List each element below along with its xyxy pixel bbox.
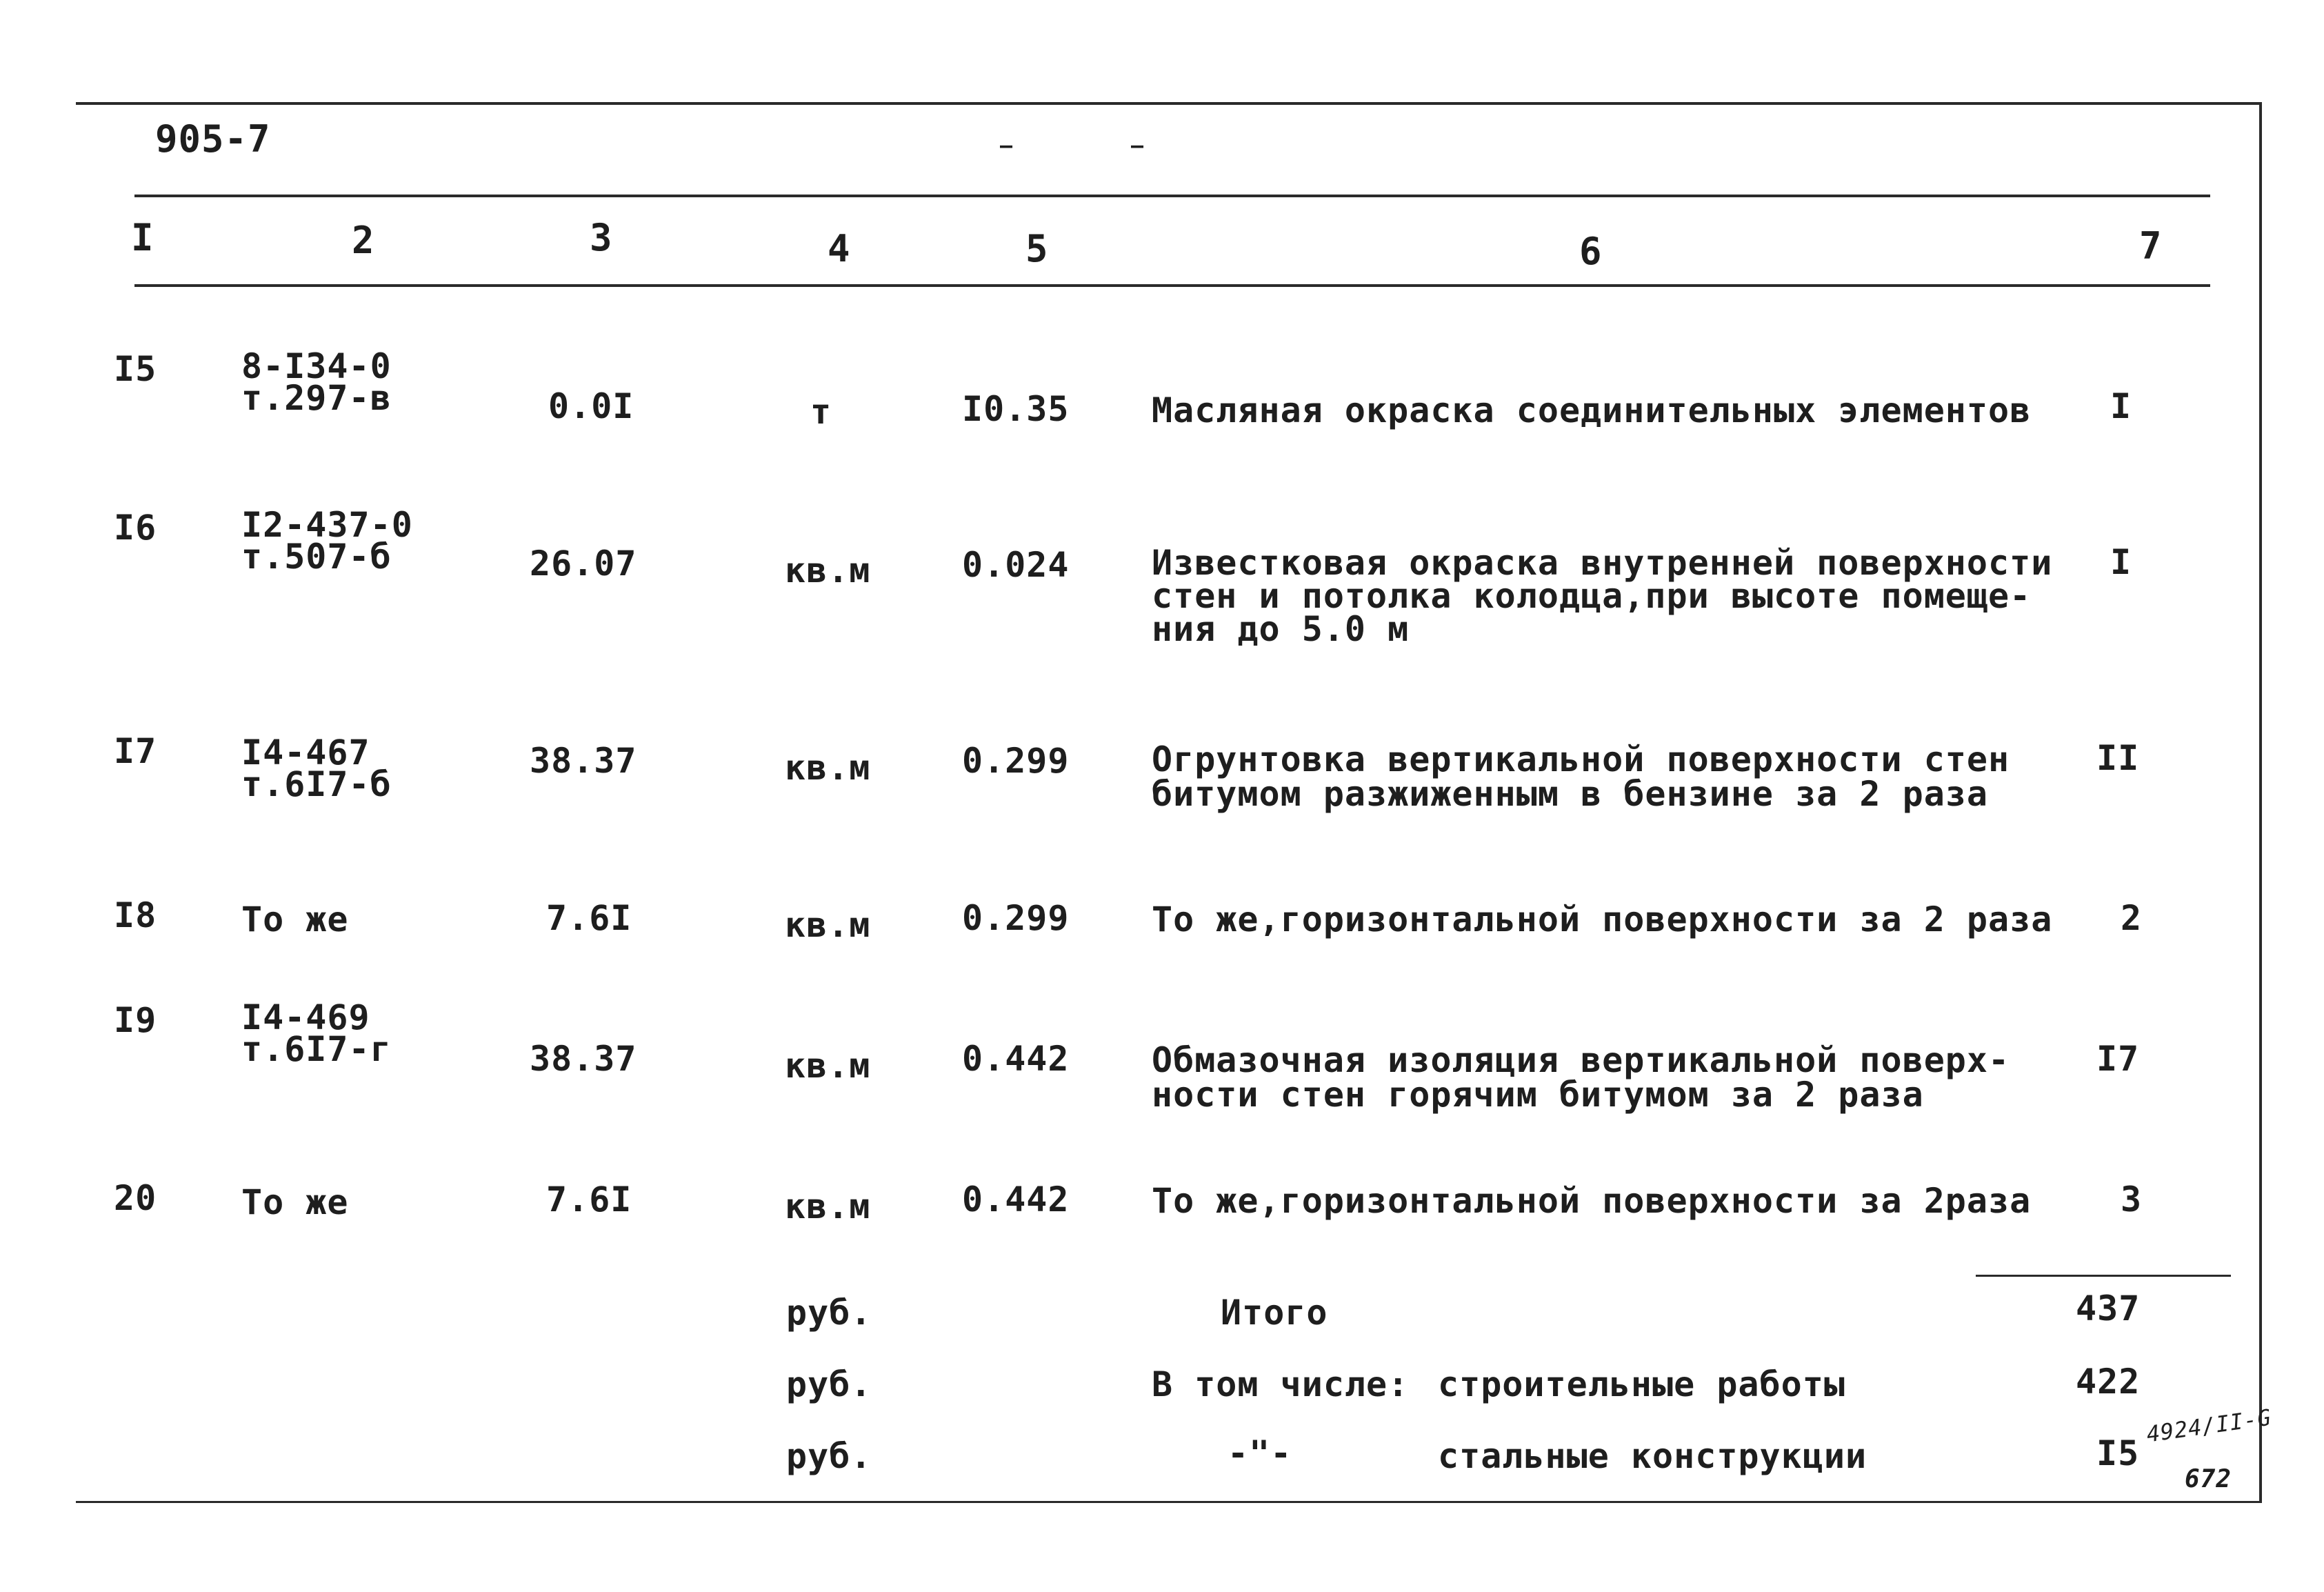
row-description: Масляная окраска соединительных элементов [1152, 390, 2032, 430]
column-header: 6 [1579, 230, 1603, 273]
row-total: I7 [2096, 1039, 2140, 1079]
row-quantity: 38.37 [530, 741, 637, 781]
row-quantity: 0.0I [548, 386, 634, 426]
header-bottom-line [134, 284, 2210, 287]
row-unit: кв.м [785, 1186, 871, 1226]
row-price: 0.442 [962, 1039, 1070, 1079]
row-quantity: 7.6I [546, 1180, 632, 1220]
row-price: 0.299 [962, 741, 1070, 781]
row-unit: кв.м [785, 1046, 871, 1086]
row-unit: т [810, 392, 832, 432]
row-unit: кв.м [785, 748, 871, 788]
row-number: 20 [114, 1178, 157, 1218]
totals-unit: руб. [786, 1436, 872, 1476]
column-header: 4 [828, 227, 851, 270]
totals-sublabel: строительные работы [1438, 1364, 1845, 1404]
row-total: 3 [2121, 1180, 2143, 1220]
totals-separator-line [1976, 1275, 2231, 1277]
totals-unit: руб. [786, 1364, 872, 1404]
row-price: 0.299 [962, 898, 1070, 938]
row-price: 0.442 [962, 1180, 1070, 1220]
totals-value: I5 [2096, 1433, 2140, 1473]
row-number: I5 [114, 349, 157, 389]
bottom-border-line [76, 1501, 2262, 1503]
row-price: I0.35 [962, 389, 1070, 429]
totals-value: 437 [2076, 1288, 2141, 1329]
row-quantity: 26.07 [530, 544, 637, 584]
row-total: 2 [2121, 898, 2143, 938]
corner-note: 4924/II-G [2145, 1404, 2274, 1448]
row-code: I4-467 т.6I7-б [241, 733, 392, 804]
top-border-line [76, 102, 2262, 105]
row-code: I4-469 т.6I7-г [241, 997, 392, 1069]
top-mark: – [1131, 134, 1145, 158]
top-mark: – [1000, 134, 1014, 158]
column-header: 5 [1025, 227, 1049, 270]
row-total: I [2110, 542, 2132, 582]
totals-label: Итого [1221, 1293, 1328, 1333]
row-total: I [2110, 386, 2132, 426]
row-number: I6 [114, 508, 157, 548]
column-header: 2 [352, 219, 375, 262]
totals-label: -"- [1228, 1433, 1292, 1473]
page-number: 672 [2185, 1465, 2232, 1493]
row-quantity: 38.37 [530, 1039, 637, 1079]
row-code: То же [241, 899, 349, 939]
row-number: I7 [114, 731, 157, 771]
totals-label: В том числе: [1152, 1364, 1410, 1404]
row-code: I2-437-0 т.507-б [241, 505, 413, 577]
row-code: 8-I34-0 т.297-в [241, 346, 392, 418]
row-description: Обмазочная изоляция вертикальной поверх- ности стен горячим битумом за 2 раза [1152, 1040, 2010, 1115]
totals-unit: руб. [786, 1293, 872, 1333]
row-unit: кв.м [785, 550, 871, 590]
row-description: То же,горизонтальной поверхности за 2 раза [1152, 899, 2053, 939]
row-unit: кв.м [785, 905, 871, 945]
column-header: 3 [590, 216, 613, 259]
column-header: 7 [2139, 224, 2163, 268]
row-price: 0.024 [962, 545, 1070, 585]
row-total: II [2096, 738, 2140, 778]
row-description: Известковая окраска внутренней поверхности стен и потолка колодца,при высоте помеще- ния до 5.0 м [1152, 543, 2053, 649]
row-quantity: 7.6I [546, 898, 632, 938]
row-description: Огрунтовка вертикальной поверхности стен битумом разжиженным в бензине за 2 раза [1152, 739, 2010, 814]
column-header: I [131, 216, 154, 259]
document-code: 905-7 [155, 117, 271, 161]
row-description: То же,горизонтальной поверхности за 2раза [1152, 1181, 2032, 1221]
totals-sublabel: стальные конструкции [1438, 1436, 1867, 1476]
row-code: То же [241, 1182, 349, 1222]
right-border-line [2259, 102, 2262, 1502]
row-number: I8 [114, 895, 157, 935]
header-top-line [134, 195, 2210, 197]
row-number: I9 [114, 1000, 157, 1040]
totals-value: 422 [2076, 1362, 2141, 1402]
